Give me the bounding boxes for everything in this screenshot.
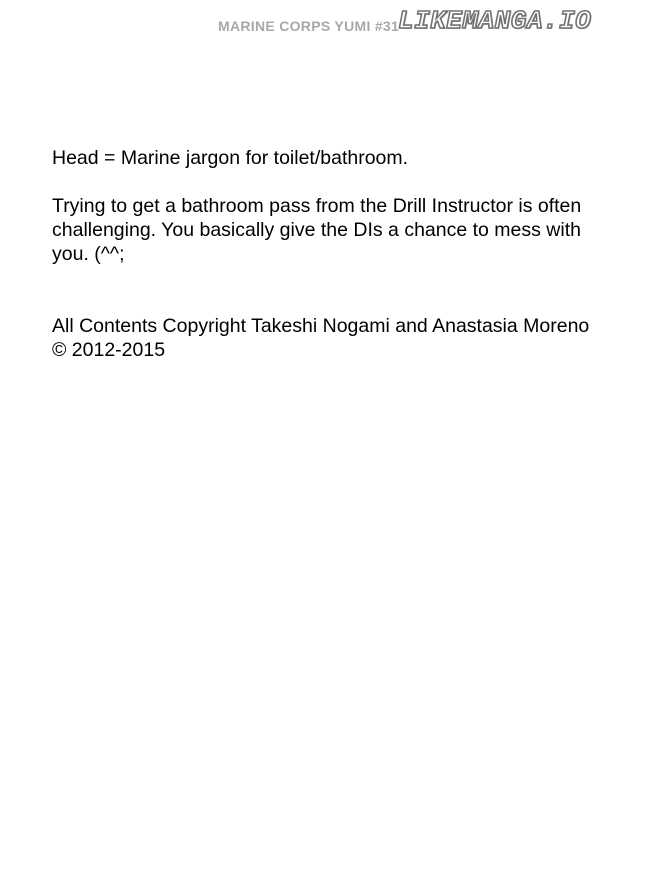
page-header-title: MARINE CORPS YUMI #31 [218,18,400,34]
site-watermark: LIKEMANGA.IO [398,6,592,36]
copyright-text: All Contents Copyright Takeshi Nogami and Anastasia Moreno © 2012-2015 [52,315,590,361]
explanation-text: Trying to get a bathroom pass from the Drill Instructor is often challenging. You basically give the DIs a chance to mess with you. (^^; [52,195,582,265]
definition-text: Head = Marine jargon for toilet/bathroom. [52,147,409,169]
text-content [52,146,592,362]
